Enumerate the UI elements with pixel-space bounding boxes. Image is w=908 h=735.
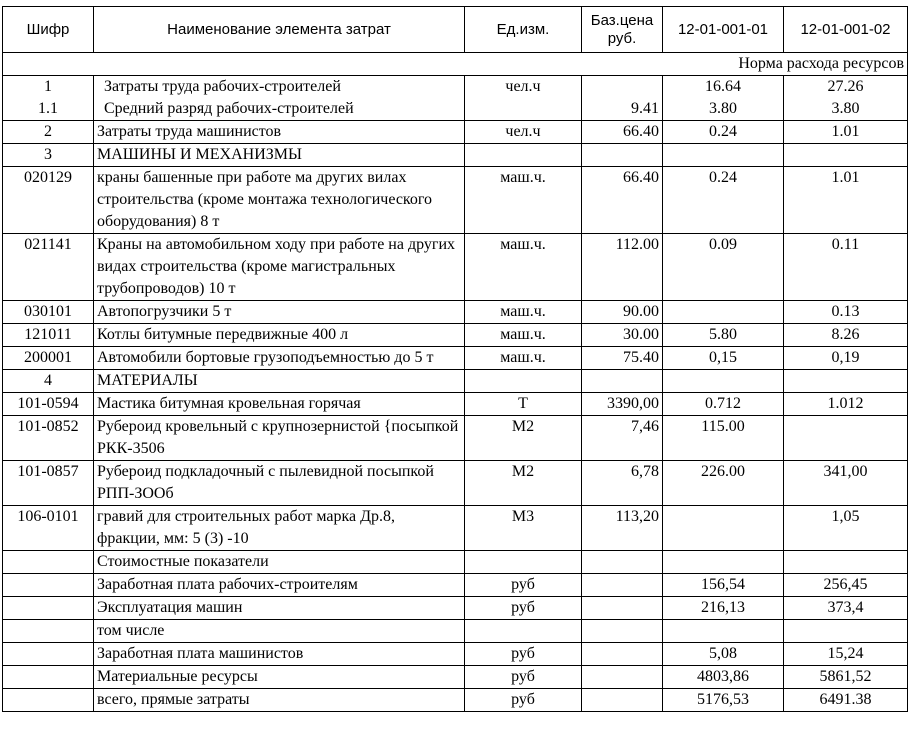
- cell-norm-1: 0.24: [663, 121, 784, 144]
- cell-price: [582, 643, 663, 666]
- cell-norm-2: 341,00: [784, 461, 908, 506]
- cell-code: [3, 689, 94, 712]
- cell-name: всего, прямые затраты: [94, 689, 465, 712]
- header-code: Шифр: [3, 7, 94, 53]
- table-row: [3, 574, 908, 597]
- cell-unit: руб: [465, 666, 582, 689]
- table-row: [3, 144, 908, 167]
- cell-norm-1: [663, 301, 784, 324]
- table-row: [3, 76, 908, 121]
- cell-price: 9.41: [582, 76, 663, 121]
- cell-price: 112.00: [582, 234, 663, 301]
- cell-price: [582, 689, 663, 712]
- cell-name: Затраты труда рабочих-строителей Средний разряд рабочих-строителей: [94, 76, 465, 121]
- cell-name: Заработная плата машинистов: [94, 643, 465, 666]
- cell-unit: [465, 620, 582, 643]
- cell-name: Автомобили бортовые грузоподъемностью до 5 т: [94, 347, 465, 370]
- cell-norm-2: 1.01: [784, 167, 908, 234]
- cell-name: МАТЕРИАЛЫ: [94, 370, 465, 393]
- cell-norm-2: [784, 416, 908, 461]
- cell-code: [3, 643, 94, 666]
- cell-norm-2: 5861,52: [784, 666, 908, 689]
- cell-unit: маш.ч.: [465, 301, 582, 324]
- cell-norm-1: 0.712: [663, 393, 784, 416]
- cell-name: МАШИНЫ И МЕХАНИЗМЫ: [94, 144, 465, 167]
- table-row: [3, 167, 908, 234]
- cell-price: [582, 620, 663, 643]
- cell-unit: [465, 551, 582, 574]
- table-row: [3, 370, 908, 393]
- cell-name: Рубероид подкладочный с пылевидной посыпкой РПП-ЗООб: [94, 461, 465, 506]
- cell-unit: [465, 370, 582, 393]
- cell-price: 90.00: [582, 301, 663, 324]
- cell-name: Материальные ресурсы: [94, 666, 465, 689]
- cell-code: [3, 620, 94, 643]
- cell-price: [582, 144, 663, 167]
- cell-code: 101-0594: [3, 393, 94, 416]
- cell-code: 106-0101: [3, 506, 94, 551]
- cell-unit: руб: [465, 643, 582, 666]
- table-row: [3, 324, 908, 347]
- cell-price: [582, 574, 663, 597]
- cell-code: 4: [3, 370, 94, 393]
- cell-name: Стоимостные показатели: [94, 551, 465, 574]
- cell-norm-1: 16.64 3.80: [663, 76, 784, 121]
- cell-price: 75.40: [582, 347, 663, 370]
- cell-unit: маш.ч.: [465, 167, 582, 234]
- cell-price: 113,20: [582, 506, 663, 551]
- table-body: [3, 7, 908, 712]
- cell-price: 66.40: [582, 167, 663, 234]
- cell-unit: [465, 144, 582, 167]
- cell-price: 6,78: [582, 461, 663, 506]
- cell-norm-2: 1.012: [784, 393, 908, 416]
- cell-name: гравий для строительных работ марка Др.8, фракции, мм: 5 (3) -10: [94, 506, 465, 551]
- norm-caption-row: [3, 53, 908, 76]
- cell-code: [3, 551, 94, 574]
- cell-norm-2: 0.13: [784, 301, 908, 324]
- cell-price: 30.00: [582, 324, 663, 347]
- table-row: [3, 506, 908, 551]
- table-row: [3, 347, 908, 370]
- table-row: [3, 461, 908, 506]
- header-row: [3, 7, 908, 53]
- cell-unit: руб: [465, 574, 582, 597]
- cell-norm-1: 5176,53: [663, 689, 784, 712]
- cell-price: [582, 597, 663, 620]
- cell-norm-2: 1.01: [784, 121, 908, 144]
- table-row: [3, 393, 908, 416]
- cell-norm-2: [784, 551, 908, 574]
- cell-code: 2: [3, 121, 94, 144]
- table-row: [3, 121, 908, 144]
- cell-norm-2: 27.26 3.80: [784, 76, 908, 121]
- cell-code: [3, 666, 94, 689]
- cell-norm-1: 216,13: [663, 597, 784, 620]
- cell-unit: маш.ч.: [465, 234, 582, 301]
- cell-norm-1: [663, 144, 784, 167]
- cell-norm-2: 6491.38: [784, 689, 908, 712]
- table-row: [3, 643, 908, 666]
- cell-unit: маш.ч.: [465, 347, 582, 370]
- cell-norm-1: 0,15: [663, 347, 784, 370]
- header-norm-1: 12-01-001-01: [663, 7, 784, 53]
- cell-unit: маш.ч.: [465, 324, 582, 347]
- cell-norm-1: [663, 370, 784, 393]
- table-row: [3, 597, 908, 620]
- cell-name: Краны на автомобильном ходу при работе на других видах строительства (кроме магистральных трубопроводов) 10 т: [94, 234, 465, 301]
- cell-price: 3390,00: [582, 393, 663, 416]
- table-row: [3, 301, 908, 324]
- header-unit: Ед.изм.: [465, 7, 582, 53]
- header-price: Баз.цена руб.: [582, 7, 663, 53]
- cell-code: [3, 574, 94, 597]
- cell-name: Рубероид кровельный с крупнозернистой {посыпкой РКК-3506: [94, 416, 465, 461]
- cell-norm-2: 0.11: [784, 234, 908, 301]
- cell-price: [582, 370, 663, 393]
- cell-norm-2: [784, 370, 908, 393]
- cell-norm-2: 8.26: [784, 324, 908, 347]
- cell-name: Эксплуатация машин: [94, 597, 465, 620]
- cell-price: 7,46: [582, 416, 663, 461]
- cell-norm-2: 15,24: [784, 643, 908, 666]
- cell-unit: руб: [465, 597, 582, 620]
- cost-estimate-table: [2, 6, 908, 712]
- cell-name: Заработная плата рабочих-строителям: [94, 574, 465, 597]
- cell-name: Мастика битумная кровельная горячая: [94, 393, 465, 416]
- cell-code: [3, 597, 94, 620]
- cell-norm-1: [663, 551, 784, 574]
- table-row: [3, 666, 908, 689]
- cell-norm-1: [663, 620, 784, 643]
- table-row: [3, 551, 908, 574]
- cell-norm-1: 156,54: [663, 574, 784, 597]
- cell-norm-1: [663, 506, 784, 551]
- cell-norm-1: 115.00: [663, 416, 784, 461]
- cell-name: Автопогрузчики 5 т: [94, 301, 465, 324]
- table-row: [3, 620, 908, 643]
- cell-code: 1 1.1: [3, 76, 94, 121]
- cell-norm-2: [784, 620, 908, 643]
- cell-unit: М3: [465, 506, 582, 551]
- table-row: [3, 689, 908, 712]
- cell-code: 121011: [3, 324, 94, 347]
- cell-norm-2: 373,4: [784, 597, 908, 620]
- cell-price: 66.40: [582, 121, 663, 144]
- cell-code: 101-0852: [3, 416, 94, 461]
- cell-unit: чел.ч: [465, 121, 582, 144]
- norm-caption: Норма расхода ресурсов: [3, 53, 908, 76]
- cell-code: 020129: [3, 167, 94, 234]
- cell-code: 021141: [3, 234, 94, 301]
- cell-norm-1: 5,08: [663, 643, 784, 666]
- cell-norm-2: 1,05: [784, 506, 908, 551]
- cell-name: Затраты труда машинистов: [94, 121, 465, 144]
- cell-norm-1: 226.00: [663, 461, 784, 506]
- cell-unit: М2: [465, 416, 582, 461]
- cell-price: [582, 551, 663, 574]
- table-row: [3, 416, 908, 461]
- cell-code: 3: [3, 144, 94, 167]
- cell-code: 030101: [3, 301, 94, 324]
- cell-norm-2: [784, 144, 908, 167]
- cell-unit: чел.ч: [465, 76, 582, 121]
- cell-norm-2: 256,45: [784, 574, 908, 597]
- cell-code: 101-0857: [3, 461, 94, 506]
- cell-norm-2: 0,19: [784, 347, 908, 370]
- cell-name: Котлы битумные передвижные 400 л: [94, 324, 465, 347]
- cell-unit: М2: [465, 461, 582, 506]
- header-name: Наименование элемента затрат: [94, 7, 465, 53]
- cell-norm-1: 0.24: [663, 167, 784, 234]
- cell-norm-1: 5.80: [663, 324, 784, 347]
- cell-code: 200001: [3, 347, 94, 370]
- cell-unit: руб: [465, 689, 582, 712]
- cell-name: том числе: [94, 620, 465, 643]
- cell-norm-1: 0.09: [663, 234, 784, 301]
- table-row: [3, 234, 908, 301]
- cell-price: [582, 666, 663, 689]
- header-norm-2: 12-01-001-02: [784, 7, 908, 53]
- cell-norm-1: 4803,86: [663, 666, 784, 689]
- cell-name: краны башенные при работе ма других вилах строительства (кроме монтажа технологического оборудования) 8 т: [94, 167, 465, 234]
- cell-unit: Т: [465, 393, 582, 416]
